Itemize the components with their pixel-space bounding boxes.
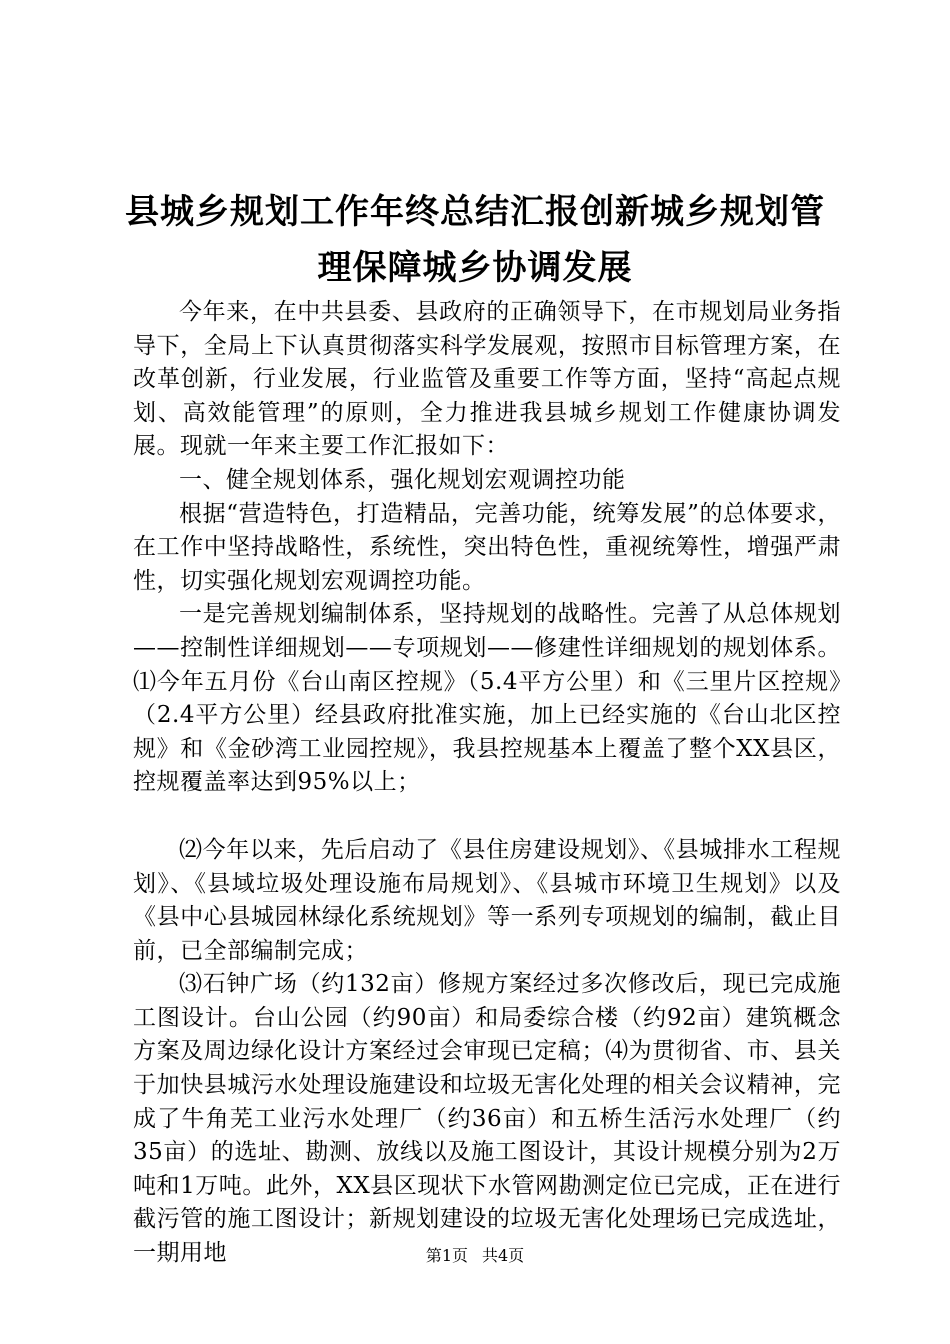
paragraph-projects: ⑶石钟广场（约132亩）修规方案经过多次修改后，现已完成施工图设计。台山公园（约90亩）和局委综合楼（约92亩）建筑概念方案及周边绿化设计方案经过会审现已定稿；⑷为贯彻省、市、县关于加快县城污水处理设施建设和垃圾无害化处理的相关会议精神，完成了牛角芜工业污水处理厂（约36亩）和五桥生活污水处理厂（约35亩）的选址、勘测、放线以及施工图设计，其设计规模分别为2万吨和1万吨。此外，XX县区现状下水管网勘测定位已完成，正在进行截污管的施工图设计；新规划建设的垃圾无害化处理场已完成选址，一期用地 <box>133 971 841 1267</box>
paragraph-requirements: 根据“营造特色，打造精品，完善功能，统筹发展”的总体要求，在工作中坚持战略性，系统性，突出特色性，重视统筹性，增强严肃性，切实强化规划宏观调控功能。 <box>133 500 841 594</box>
document-title: 县城乡规划工作年终总结汇报创新城乡规划管理保障城乡协调发展 <box>125 192 825 288</box>
paragraph-intro: 今年来，在中共县委、县政府的正确领导下，在市规划局业务指导下，全局上下认真贯彻落实科学发展观，按照市目标管理方案，在改革创新，行业发展，行业监管及重要工作等方面，坚持“高起点规划、高效能管理”的原则，全力推进我县城乡规划工作健康协调发展。现就一年来主要工作汇报如下： <box>133 299 841 460</box>
paragraph-special-plans: ⑵今年以来，先后启动了《县住房建设规划》、《县城排水工程规划》、《县域垃圾处理设施布局规划》、《县城市环境卫生规划》以及《县中心县城园林绿化系统规划》等一系列专项规划的编制，截止目前，已全部编制完成； <box>133 836 841 964</box>
section-heading: 一、健全规划体系，强化规划宏观调控功能 <box>179 466 626 493</box>
page-number: 第1页 <box>425 1246 468 1265</box>
page-footer <box>0 1246 950 1266</box>
document-body <box>133 296 841 1271</box>
paragraph-planning-system: 一是完善规划编制体系，坚持规划的战略性。完善了从总体规划——控制性详细规划——专项规划——修建性详细规划的规划体系。⑴今年五月份《台山南区控规》（5.4平方公里）和《三里片区控规》（2.4平方公里）经县政府批准实施，加上已经实施的《台山北区控规》和《金砂湾工业园控规》，我县控规基本上覆盖了整个XX县区，控规覆盖率达到95%以上； <box>133 601 841 796</box>
page-total: 共4页 <box>482 1246 525 1265</box>
